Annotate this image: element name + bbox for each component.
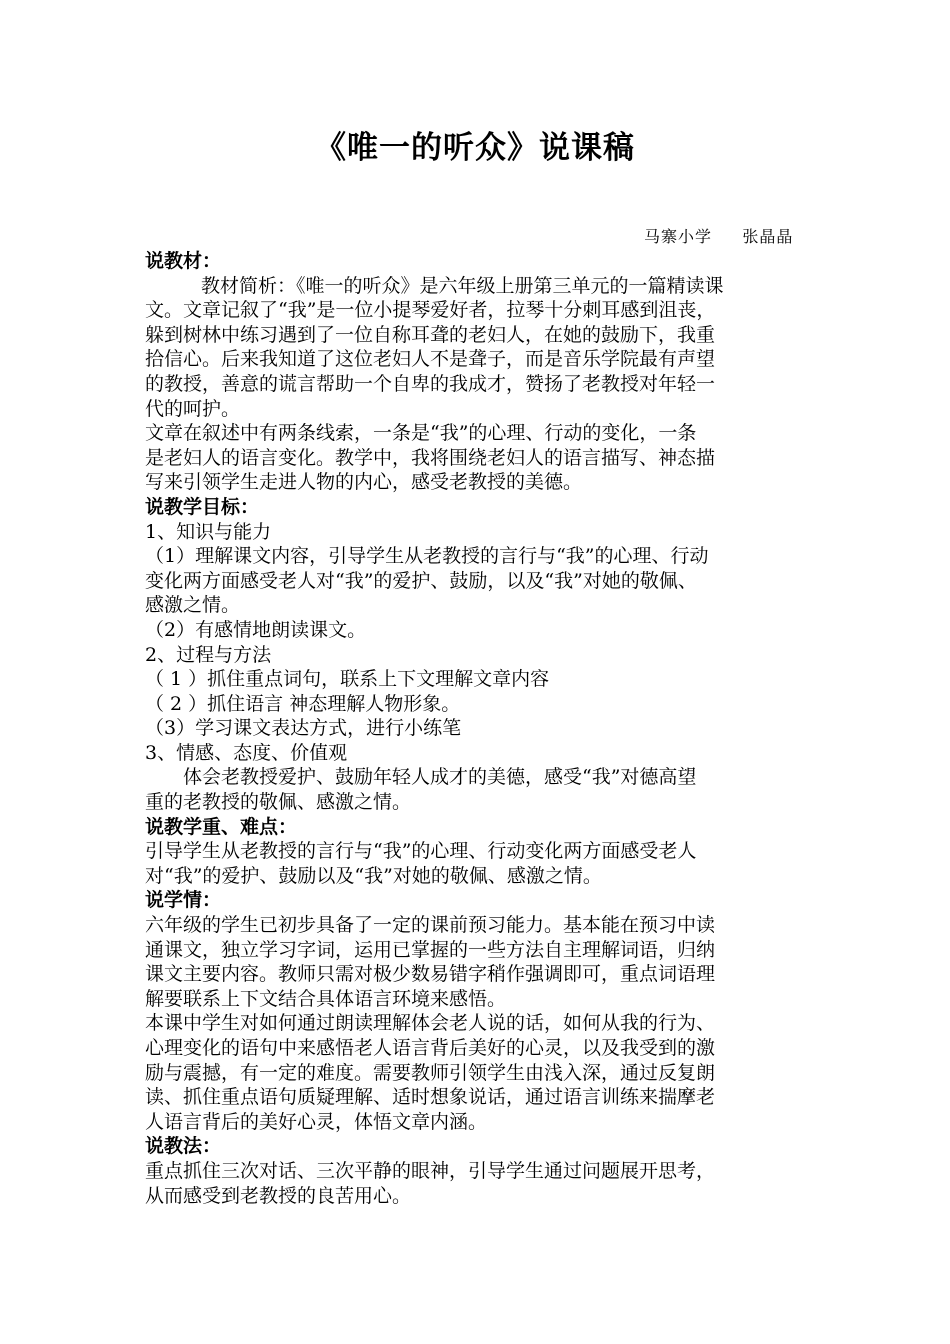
body-text-line: （ 1 ）抓住重点词句，联系上下文理解文章内容 (145, 668, 550, 691)
body-text-line: 解要联系上下文结合具体语言环境来感悟。 (145, 987, 507, 1010)
section-heading: 说教材： (145, 250, 222, 272)
body-text-line: 的教授，善意的谎言帮助一个自卑的我成才，赞扬了老教授对年轻一 (145, 372, 716, 395)
body-text-line: 通课文，独立学习字词，运用已掌握的一些方法自主理解词语，归纳 (145, 938, 716, 961)
body-text-line: 人语言背后的美好心灵，体悟文章内涵。 (145, 1110, 488, 1133)
body-text-line: 拾信心。后来我知道了这位老妇人不是聋子，而是音乐学院最有声望 (145, 348, 716, 371)
section-heading: 说学情： (145, 889, 222, 912)
body-text-line: 1、知识与能力 (145, 520, 272, 543)
body-text-line: （3）学习课文表达方式，进行小练笔 (145, 717, 462, 740)
body-text-line: 文章在叙述中有两条线索，一条是“我”的心理、行动的变化，一条 (145, 422, 697, 445)
author-line: 马寨小学 张晶晶 (644, 227, 794, 246)
body-text-line: 重点抓住三次对话、三次平静的眼神，引导学生通过问题展开思考， (145, 1159, 716, 1182)
body-text-line: 躲到树林中练习遇到了一位自称耳聋的老妇人，在她的鼓励下，我重 (145, 323, 716, 346)
body-text-line: （2）有感情地朗读课文。 (145, 618, 367, 641)
body-text-line: 感激之情。 (145, 594, 241, 617)
section-heading: 说教学重、难点： (145, 815, 298, 838)
body-text-line: 写来引领学生走进人物的内心，感受老教授的美德。 (145, 471, 583, 494)
body-text-line: 重的老教授的敬佩、感激之情。 (145, 791, 412, 814)
body-text-line: 本课中学生对如何通过朗读理解体会老人说的话，如何从我的行为、 (145, 1012, 716, 1035)
body-text-line: 变化两方面感受老人对“我”的爱护、鼓励，以及“我”对她的敬佩、 (145, 569, 697, 592)
body-text-line: 教材简析：《唯一的听众》是六年级上册第三单元的一篇精读课 (201, 274, 724, 297)
body-text-line: 课文主要内容。教师只需对极少数易错字稍作强调即可，重点词语理 (145, 963, 716, 986)
body-text-line: 3、情感、态度、价值观 (145, 741, 348, 764)
section-heading: 说教学目标： (145, 495, 260, 518)
document-body (145, 249, 825, 1208)
body-text-line: （1）理解课文内容，引导学生从老教授的言行与“我”的心理、行动 (145, 545, 709, 568)
body-text-line: 2、过程与方法 (145, 643, 272, 666)
body-text-line: 文。文章记叙了“我”是一位小提琴爱好者，拉琴十分刺耳感到沮丧， (145, 299, 716, 322)
body-text-line: 是老妇人的语言变化。教学中，我将围绕老妇人的语言描写、神态描 (145, 446, 716, 469)
body-text-line: 体会老教授爱护、鼓励年轻人成才的美德，感受“我”对德高望 (183, 766, 697, 789)
body-text-line: 六年级的学生已初步具备了一定的课前预习能力。基本能在预习中读 (145, 914, 716, 937)
body-text-line: 励与震撼，有一定的难度。需要教师引领学生由浅入深，通过反复朗 (145, 1061, 716, 1084)
section-heading: 说教法： (145, 1135, 222, 1158)
body-text-line: （ 2 ）抓住语言 神态理解人物形象。 (145, 692, 461, 715)
body-text-line: 对“我”的爱护、鼓励以及“我”对她的敬佩、感激之情。 (145, 864, 602, 887)
body-text-line: 心理变化的语句中来感悟老人语言背后美好的心灵，以及我受到的激 (145, 1037, 716, 1059)
body-text-line: 从而感受到老教授的良苦用心。 (145, 1184, 412, 1207)
body-text-line: 代的呵护。 (145, 397, 241, 420)
document-title: 《唯一的听众》说课稿 (315, 130, 635, 166)
body-text-line: 引导学生从老教授的言行与“我”的心理、行动变化两方面感受老人 (145, 840, 697, 863)
body-text-line: 读、抓住重点语句质疑理解、适时想象说话，通过语言训练来揣摩老 (145, 1086, 716, 1109)
